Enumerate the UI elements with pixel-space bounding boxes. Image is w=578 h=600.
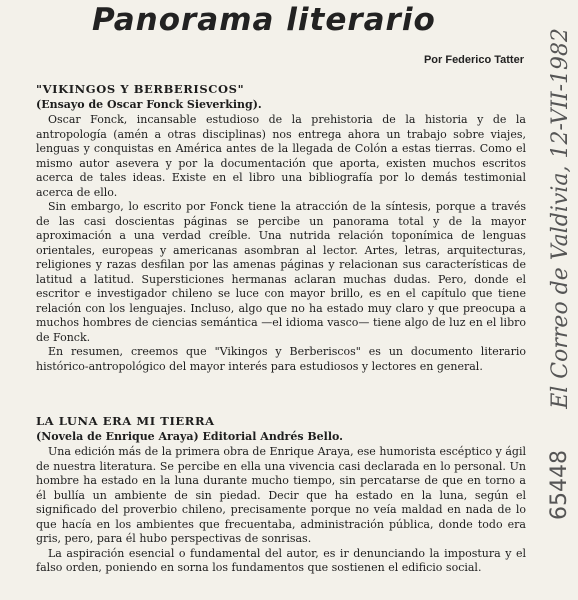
review-subtitle: (Novela de Enrique Araya) Editorial Andrés Bello. — [36, 430, 343, 443]
review-paragraph: Oscar Fonck, incansable estudioso de la prehistoria de la historia y de la antropología (amén a otras disciplinas) nos entrega ahora un trabajo sobre viajes, lenguas y conquistas en América antes de la llegada de Colón a estas tierras. Como el mismo autor asevera y por la documentación que aporta, existen muchos escritos acerca de tales ideas. Existe en el libro una bibliografía por lo demás testimonial acerca de ello. — [36, 113, 526, 199]
review-paragraph: La aspiración esencial o fundamental del autor, es ir denunciando la impostura y el falso orden, poniendo en sorna los fundamentos que sostienen el edificio social. — [36, 546, 526, 574]
author-byline: Por Federico Tatter — [423, 54, 524, 66]
handwritten-source-note: El Correo de Valdivia, 12-VII-1982 — [547, 27, 573, 409]
review-paragraph: En resumen, creemos que "Vikingos y Berberiscos" es un documento literario histórico-antropológico del mayor interés para estudiosos y lectores en general. — [36, 345, 526, 373]
review-paragraph: Sin embargo, lo escrito por Fonck tiene la atracción de la síntesis, porque a través de las casi doscientas páginas se percibe un panorama total y de la mayor aproximación a una verdad creíble. Una nutrida relación toponímica de lenguas orientales, europeas y americanas asombran al lector. Artes, letras, arquitecturas, religiones y razas desfilan por las amenas páginas y relacionan sus características de latitud a latitud. Supersticiones hermanas aclaran muchas dudas. Pero, donde el escritor e investigador chileno se luce con mayor brillo, es en el capítulo que tiene relación con los lenguajes. Incluso, algo que no ha estado muy claro y que preocupa a muchos hombres de ciencias semántica —el idioma vasco— tiene algo de luz en el libro de Fonck. — [36, 200, 526, 344]
review-subtitle: (Ensayo de Oscar Fonck Sieverking). — [36, 98, 262, 111]
review-vikingos — [36, 82, 526, 374]
archive-number: 65448 — [546, 450, 572, 520]
review-title: LA LUNA ERA MI TIERRA — [36, 414, 215, 428]
review-paragraph: Una edición más de la primera obra de Enrique Araya, ese humorista escéptico y ágil de nuestra literatura. Se percibe en ella una vivencia casi declarada en lo personal. Un hombre ha estado en la luna durante mucho tiempo, sin percatarse de que en torno a él bullía un ambiente de sin piedad. Decir que ha estado en la luna, según el significado del proverbio chileno, precisamente porque no veía maldad en nada de lo que hacía en los ambientes que frecuentaba, administración pública, donde todo era gris, pero, para él hubo perspectivas de sonrisas. — [36, 445, 526, 545]
review-title: "VIKINGOS Y BERBERISCOS" — [36, 82, 245, 96]
column-masthead: Panorama literario — [92, 2, 436, 38]
review-luna — [36, 414, 526, 576]
